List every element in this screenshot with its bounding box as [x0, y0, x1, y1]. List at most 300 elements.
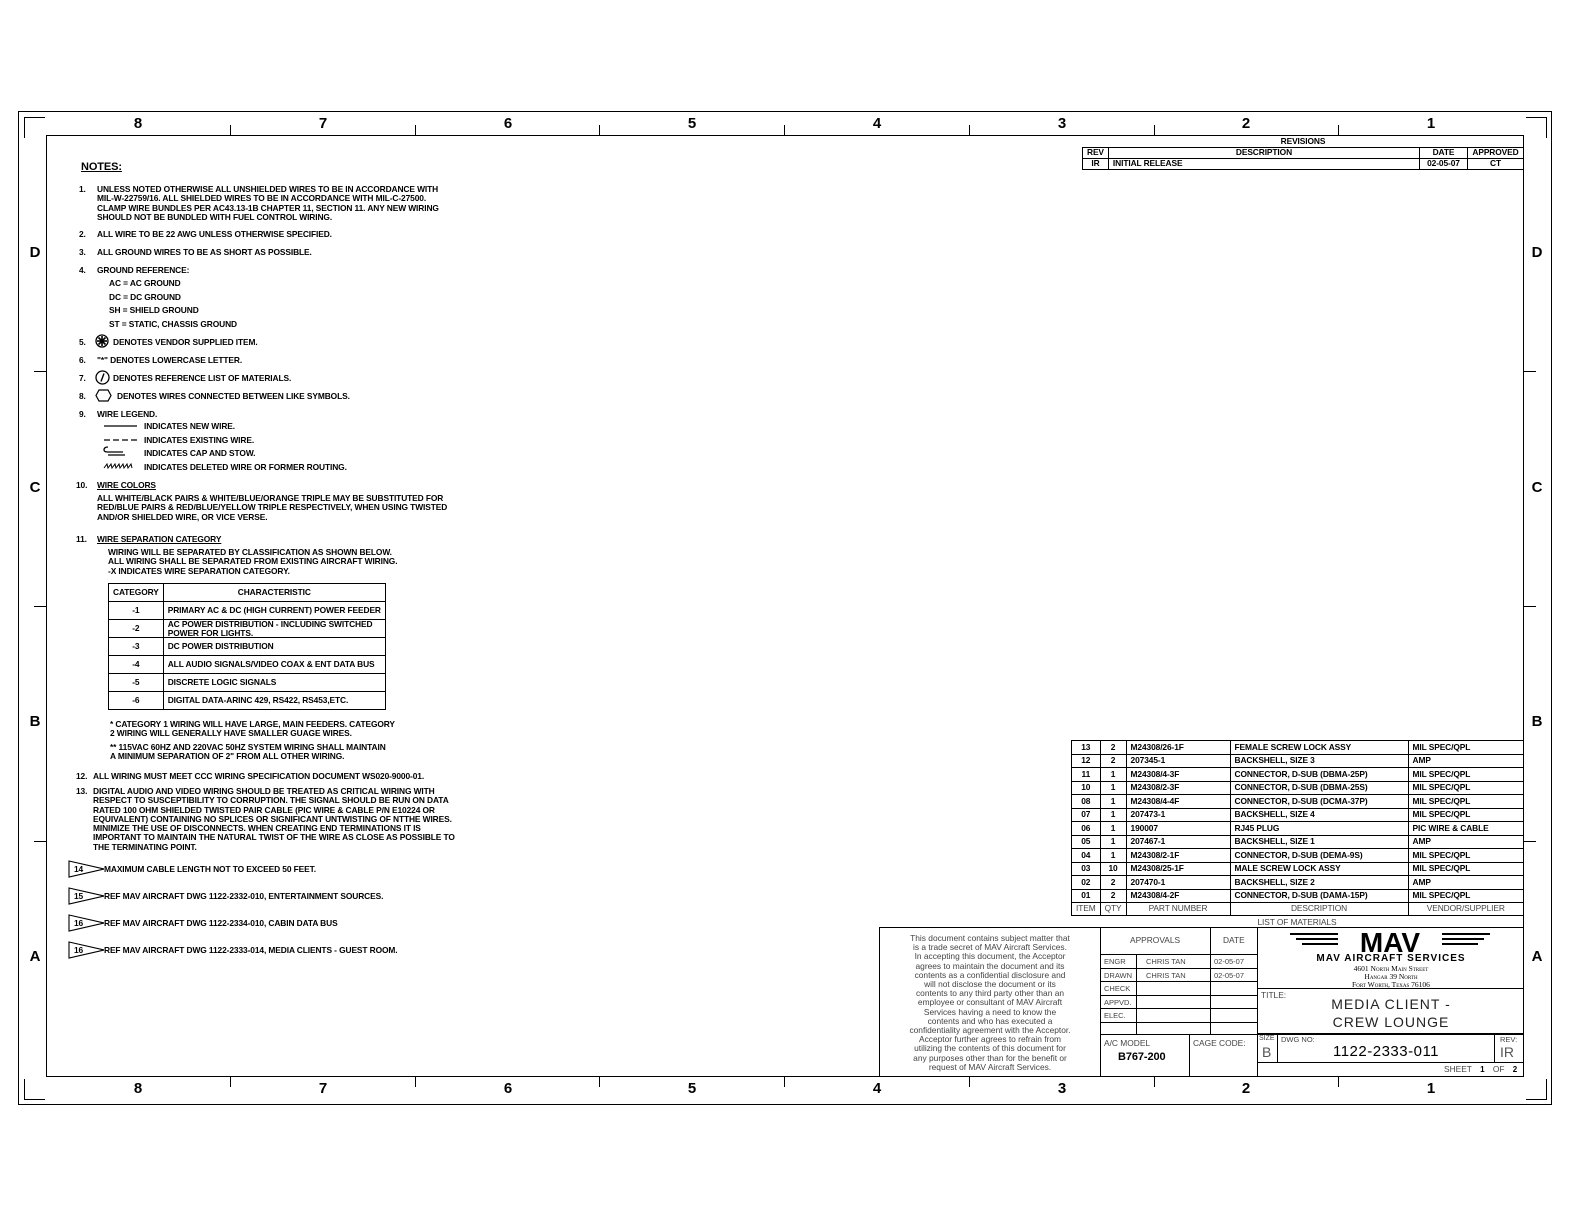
flag-text: MAXIMUM CABLE LENGTH NOT TO EXCEED 50 FEET. [104, 864, 316, 874]
approvals-row-line [1100, 1008, 1258, 1009]
note-line: RATED 100 OHM SHIELDED TWISTED PAIR CABLE (PIC WIRE & CABLE P/N E10224 OR [93, 804, 435, 815]
disclaimer-line: Acceptor further agrees to refrain from [919, 1034, 1061, 1045]
disclaimer-line: employee or consultant of MAV Aircraft [917, 997, 1063, 1008]
bom-row [1072, 889, 1524, 903]
revision-approved: CT [1468, 158, 1524, 169]
flag-number: 15 [74, 891, 84, 901]
bom-vendor: AMP [1408, 835, 1523, 849]
approval-role: DRAWN [1104, 970, 1133, 980]
approval-name: CHRIS TAN [1146, 970, 1186, 980]
connected-wires-symbol [95, 389, 112, 402]
bom-part-number: M24308/4-4F [1126, 795, 1230, 809]
company-address-3: Fort Worth, Texas 76106 [1352, 980, 1430, 989]
ground-reference-item: DC = DC GROUND [109, 291, 181, 302]
zone-column-label: 5 [687, 115, 697, 132]
title-label: TITLE: [1261, 990, 1287, 1000]
footnote [110, 720, 395, 739]
zone-tick [1154, 125, 1155, 135]
bom-row [1072, 795, 1524, 809]
note-line: WIRE LEGEND. [97, 409, 158, 419]
zone-column-label: 1 [1426, 1080, 1436, 1097]
disclaimer-line: contents to any third party other than an [915, 988, 1065, 999]
bom-qty: 1 [1100, 768, 1126, 782]
bom-row [1072, 876, 1524, 890]
category-code: -2 [109, 620, 164, 638]
approval-date: 02-05-07 [1214, 957, 1245, 966]
note-line: ALL WHITE/BLACK PAIRS & WHITE/BLUE/ORANGE TRIPLE MAY BE SUBSTITUTED FOR [97, 493, 444, 503]
note-line: DENOTES REFERENCE LIST OF MATERIALS. [113, 373, 292, 383]
bom-vendor: MIL SPEC/QPL [1408, 741, 1523, 755]
bom-row [1072, 835, 1524, 849]
approvals-role-divider [1136, 954, 1137, 1034]
bom-vendor: MIL SPEC/QPL [1408, 889, 1523, 903]
bom-item: 08 [1072, 795, 1101, 809]
bom-qty: 1 [1100, 795, 1126, 809]
note-line: ALL WIRING SHALL BE SEPARATED FROM EXISTING AIRCRAFT WIRING. [108, 556, 398, 567]
list-of-materials-title: LIST OF MATERIALS [1072, 916, 1524, 929]
wire-legend-text: INDICATES EXISTING WIRE. [144, 435, 255, 445]
note-text [113, 338, 258, 347]
approvals-row-line [1100, 1022, 1258, 1023]
revisions-table [1082, 136, 1524, 170]
bom-qty: 2 [1100, 889, 1126, 903]
approval-role: APPVD. [1104, 997, 1132, 1007]
note-line: RED/BLUE PAIRS & RED/BLUE/YELLOW TRIPLE RESPECTIVELY, WHEN USING TWISTED [97, 502, 448, 513]
note-number: 1. [79, 184, 86, 194]
note-text [113, 374, 291, 383]
note-line: AND/OR SHIELDED WIRE, OR VICE VERSE. [97, 511, 268, 522]
bom-description: RJ45 PLUG [1230, 822, 1408, 836]
qty-header: QTY [1100, 903, 1126, 916]
bom-qty: 10 [1100, 862, 1126, 876]
note-text [97, 410, 157, 419]
bom-description: CONNECTOR, D-SUB (DAMA-15P) [1230, 889, 1408, 903]
bom-row [1072, 862, 1524, 876]
note-number: 10. [76, 480, 88, 490]
approvals-divider [1100, 954, 1258, 955]
note-line: PRIMARY AC & DC (HIGH CURRENT) POWER FEEDER [167, 605, 381, 616]
zone-column-label: 7 [318, 1080, 328, 1097]
bom-item: 13 [1072, 741, 1101, 755]
disclaimer-line: will not disclose the document or its [924, 979, 1056, 990]
note-text [97, 356, 242, 365]
bom-part-number: 207473-1 [1126, 808, 1230, 822]
reference-list-symbol [95, 370, 110, 385]
zone-tick [599, 125, 600, 135]
zone-tick [784, 125, 785, 135]
note-line: ALL AUDIO SIGNALS/VIDEO COAX & ENT DATA BUS [167, 659, 375, 670]
of-label: OF [1492, 1064, 1505, 1074]
corner-mark [24, 1079, 45, 1100]
revision-row [1083, 158, 1524, 169]
zone-row-label: C [1531, 479, 1543, 496]
zone-row-label: D [29, 244, 41, 261]
bom-vendor: MIL SPEC/QPL [1408, 808, 1523, 822]
wire-legend-text: INDICATES NEW WIRE. [144, 421, 235, 431]
bom-description: BACKSHELL, SIZE 1 [1230, 835, 1408, 849]
zone-row-label: B [1531, 713, 1543, 730]
rev-header: REV [1083, 147, 1109, 158]
disclaimer-line: agrees to maintain the document and its [915, 960, 1065, 971]
flag-number: 16 [74, 918, 84, 928]
category-row [109, 674, 386, 692]
bom-item: 11 [1072, 768, 1101, 782]
category-code: -3 [109, 638, 164, 656]
corner-mark [24, 117, 45, 138]
sheet-total: 2 [1512, 1065, 1518, 1074]
note-line: DENOTES WIRES CONNECTED BETWEEN LIKE SYMBOLS. [117, 391, 350, 401]
zone-column-label: 8 [133, 1080, 143, 1097]
dwg-no-value: 1122-2333-011 [1332, 1043, 1440, 1060]
note-line: WIRE COLORS [97, 480, 156, 490]
bom-vendor: MIL SPEC/QPL [1408, 849, 1523, 863]
bom-item: 04 [1072, 849, 1101, 863]
note-number: 7. [79, 373, 86, 383]
sheet-value: 1 [1480, 1065, 1485, 1074]
bom-part-number: 207345-1 [1126, 754, 1230, 768]
zone-column-label: 8 [133, 115, 143, 132]
date-header: DATE [1420, 147, 1468, 158]
characteristic-header: CHARACTERISTIC [163, 584, 385, 602]
bom-part-number: M24308/4-3F [1126, 768, 1230, 782]
part-number-header: PART NUMBER [1126, 903, 1230, 916]
category-row [109, 602, 386, 620]
zone-tick [1154, 1077, 1155, 1087]
wire-colors-text [97, 494, 447, 522]
note-text [93, 787, 455, 852]
drawing-title-line-2: CREW LOUNGE [1332, 1014, 1450, 1030]
bom-item: 06 [1072, 822, 1101, 836]
bom-row [1072, 768, 1524, 782]
approvals-row-line [1100, 968, 1258, 969]
note-line: IMPORTANT TO MAINTAIN THE NATURAL TWIST OF THE WIRE AS CLOSE AS POSSIBLE TO [93, 832, 455, 843]
dwg-no-label: DWG NO: [1281, 1035, 1315, 1044]
logo-lettering: MAV [1359, 929, 1421, 955]
note-number: 3. [79, 247, 86, 257]
category-code: -1 [109, 602, 164, 620]
disclaimer-line: This document contains subject matter that [910, 933, 1070, 943]
approval-role: ENGR [1104, 957, 1126, 966]
zone-tick [1524, 841, 1536, 842]
note-line: A MINIMUM SEPARATION OF 2" FROM ALL OTHER WIRING. [110, 751, 345, 762]
flag-text: REF MAV AIRCRAFT DWG 1122-2334-010, CABIN DATA BUS [104, 918, 338, 928]
bom-vendor: MIL SPEC/QPL [1408, 862, 1523, 876]
note-number: 12. [76, 771, 88, 781]
corner-mark [1526, 117, 1547, 138]
bom-description: BACKSHELL, SIZE 4 [1230, 808, 1408, 822]
zone-tick [1338, 125, 1339, 135]
bom-item: 05 [1072, 835, 1101, 849]
vendor-header: VENDOR/SUPPLIER [1408, 903, 1523, 916]
zone-tick [1338, 1077, 1339, 1087]
bom-vendor: MIL SPEC/QPL [1408, 781, 1523, 795]
note-text [93, 772, 424, 781]
zone-column-label: 3 [1057, 115, 1067, 132]
zone-column-label: 6 [503, 115, 513, 132]
sheet-number [1444, 1064, 1517, 1074]
note-line: AC POWER DISTRIBUTION - INCLUDING SWITCHED [167, 619, 373, 629]
bom-description: CONNECTOR, D-SUB (DCMA-37P) [1230, 795, 1408, 809]
bom-qty: 1 [1100, 808, 1126, 822]
bom-qty: 1 [1100, 822, 1126, 836]
wire-category-table [108, 583, 386, 710]
note-number: 8. [79, 391, 86, 401]
note-number: 13. [76, 786, 88, 796]
zone-tick [34, 371, 46, 372]
disclaimer-line: request of MAV Aircraft Services. [928, 1061, 1052, 1072]
bom-item: 07 [1072, 808, 1101, 822]
wire-legend-text: INDICATES CAP AND STOW. [144, 448, 256, 458]
company-address-2: Hangar 39 North [1364, 972, 1418, 981]
note-line: MINIMIZE THE USE OF DISCONNECTS. WHEN CREATING END TERMINATIONS IT IS [93, 823, 421, 834]
note-text [97, 535, 221, 544]
flag-number: 16 [74, 945, 84, 955]
note-line: EQUIVALENT) CONTAINING NO SPLICES OR SIGNIFICANT UNTWISTING OF NTTHE WIRES. [93, 813, 452, 824]
bom-vendor: PIC WIRE & CABLE [1408, 822, 1523, 836]
bom-part-number: 207467-1 [1126, 835, 1230, 849]
bom-description: BACKSHELL, SIZE 3 [1230, 754, 1408, 768]
approved-header: APPROVED [1468, 147, 1524, 158]
disclaimer-line: confidentiality agreement with the Acceptor. [909, 1025, 1071, 1036]
note-number: 2. [79, 229, 86, 239]
wire-legend-symbols [103, 420, 141, 472]
flag-text: REF MAV AIRCRAFT DWG 1122-2332-010, ENTERTAINMENT SOURCES. [104, 891, 384, 901]
bom-part-number: M24308/26-1F [1126, 741, 1230, 755]
flag-number: 14 [74, 864, 84, 874]
revision-date: 02-05-07 [1420, 158, 1468, 169]
disclaimer-line: Services having a need to know the [923, 1006, 1057, 1017]
note-line: ALL WIRING MUST MEET CCC WIRING SPECIFICATION DOCUMENT WS020-9000-01. [93, 771, 425, 781]
zone-row-label: D [1531, 244, 1543, 261]
notes-heading: NOTES: [81, 161, 122, 173]
disclaimer-line: contents and who has executed a [927, 1015, 1053, 1026]
ground-reference-item: ST = STATIC, CHASSIS GROUND [109, 318, 237, 329]
disclaimer-line: any purposes other than for the benefit or [913, 1052, 1067, 1063]
zone-column-label: 4 [872, 1080, 882, 1097]
approval-name: CHRIS TAN [1146, 957, 1186, 966]
note-text [117, 392, 350, 401]
bom-description: BACKSHELL, SIZE 2 [1230, 876, 1408, 890]
approvals-row-line [1100, 981, 1258, 982]
note-line: * CATEGORY 1 WIRING WILL HAVE LARGE, MAIN FEEDERS. CATEGORY [110, 719, 395, 729]
bom-item: 01 [1072, 889, 1101, 903]
category-code: -4 [109, 656, 164, 674]
note-number: 11. [76, 534, 87, 544]
category-row [109, 656, 386, 674]
bom-row [1072, 741, 1524, 755]
note-line: ALL GROUND WIRES TO BE AS SHORT AS POSSIBLE. [97, 247, 312, 257]
zone-tick [1524, 606, 1536, 607]
zone-column-label: 3 [1057, 1080, 1067, 1097]
revision-description: INITIAL RELEASE [1108, 158, 1419, 169]
zone-tick [230, 1077, 231, 1087]
bom-item: 02 [1072, 876, 1101, 890]
list-of-materials-table [1071, 740, 1524, 929]
approvals-title: APPROVALS [1130, 935, 1181, 945]
zone-row-label: A [29, 948, 41, 965]
separation-text [108, 548, 397, 576]
category-characteristic [163, 692, 385, 710]
category-characteristic [163, 656, 385, 674]
note-number: 5. [79, 337, 86, 347]
zone-column-label: 1 [1426, 115, 1436, 132]
note-number: 9. [79, 409, 86, 419]
bom-qty: 1 [1100, 835, 1126, 849]
ac-model-label: A/C MODEL [1104, 1038, 1151, 1048]
rev-value: IR [1500, 1044, 1514, 1060]
note-line: WIRE SEPARATION CATEGORY [97, 534, 222, 544]
note-line: UNLESS NOTED OTHERWISE ALL UNSHIELDED WIRES TO BE IN ACCORDANCE WITH [97, 184, 439, 194]
company-name: MAV AIRCRAFT SERVICES [1316, 953, 1466, 964]
bom-description: CONNECTOR, D-SUB (DEMA-9S) [1230, 849, 1408, 863]
zone-tick [784, 1077, 785, 1087]
category-characteristic [163, 620, 385, 638]
note-line: DISCRETE LOGIC SIGNALS [167, 677, 277, 688]
bom-item: 03 [1072, 862, 1101, 876]
bom-row [1072, 754, 1524, 768]
mav-logo-graphic [1290, 929, 1490, 955]
zone-column-label: 4 [872, 115, 882, 132]
zone-row-label: B [29, 713, 41, 730]
description-header: DESCRIPTION [1108, 147, 1419, 158]
zone-tick [34, 841, 46, 842]
zone-row-label: C [29, 479, 41, 496]
note-line: ** 115VAC 60HZ AND 220VAC 50HZ SYSTEM WIRING SHALL MAINTAIN [110, 742, 386, 752]
bom-part-number: M24308/4-2F [1126, 889, 1230, 903]
category-row [109, 620, 386, 638]
note-text [97, 266, 189, 275]
bom-part-number: M24308/25-1F [1126, 862, 1230, 876]
category-header: CATEGORY [109, 584, 164, 602]
description-header: DESCRIPTION [1230, 903, 1408, 916]
approval-role: CHECK [1104, 984, 1131, 993]
mav-logo [1290, 929, 1490, 955]
footnote [110, 743, 386, 762]
cage-code-label: CAGE CODE: [1193, 1038, 1246, 1048]
approval-role: ELEC. [1104, 1011, 1126, 1020]
bom-qty: 1 [1100, 849, 1126, 863]
disclaimer-line: In accepting this document, the Acceptor [914, 951, 1066, 962]
note-text [97, 481, 156, 490]
note-number: 4. [79, 265, 86, 275]
revisions-title: REVISIONS [1083, 136, 1524, 147]
note-text [97, 248, 312, 257]
bom-vendor: AMP [1408, 754, 1523, 768]
zone-tick [34, 606, 46, 607]
bom-part-number: M24308/2-1F [1126, 849, 1230, 863]
bom-qty: 1 [1100, 781, 1126, 795]
ac-model-value: B767-200 [1118, 1051, 1166, 1063]
zone-column-label: 2 [1241, 115, 1251, 132]
note-line: DIGITAL DATA-ARINC 429, RS422, RS453,ETC. [167, 695, 349, 706]
rev-label: REV: [1500, 1035, 1518, 1044]
note-line: THE TERMINATING POINT. [93, 841, 197, 852]
category-code: -6 [109, 692, 164, 710]
category-characteristic [163, 674, 385, 692]
zone-tick [969, 1077, 970, 1087]
bom-part-number: 207470-1 [1126, 876, 1230, 890]
zone-column-label: 6 [503, 1080, 513, 1097]
item-header: ITEM [1072, 903, 1101, 916]
drawing-title-line-1: MEDIA CLIENT - [1331, 996, 1451, 1012]
bom-vendor: AMP [1408, 876, 1523, 890]
zone-tick [230, 125, 231, 135]
bom-qty: 2 [1100, 754, 1126, 768]
zone-tick [1524, 371, 1536, 372]
note-text [97, 230, 332, 239]
bom-vendor: MIL SPEC/QPL [1408, 768, 1523, 782]
note-line: -X INDICATES WIRE SEPARATION CATEGORY. [108, 565, 290, 576]
bom-item: 12 [1072, 754, 1101, 768]
category-row [109, 638, 386, 656]
bom-row [1072, 808, 1524, 822]
corner-mark [1526, 1079, 1547, 1100]
zone-tick [969, 125, 970, 135]
note-line: WIRING WILL BE SEPARATED BY CLASSIFICATION AS SHOWN BELOW. [108, 547, 392, 557]
note-line: MIL-W-22759/16. ALL SHIELDED WIRES TO BE IN ACCORDANCE WITH MIL-C-27500. [97, 193, 427, 204]
note-number: 6. [79, 355, 86, 365]
note-line: GROUND REFERENCE: [97, 265, 190, 275]
flag-text: REF MAV AIRCRAFT DWG 1122-2333-014, MEDIA CLIENTS - GUEST ROOM. [104, 945, 398, 955]
wire-legend-text: INDICATES DELETED WIRE OR FORMER ROUTING. [144, 462, 347, 472]
zone-row-label: A [1531, 948, 1543, 965]
bom-qty: 2 [1100, 876, 1126, 890]
size-value: B [1262, 1044, 1272, 1060]
bom-row [1072, 781, 1524, 795]
note-line: 2 WIRING WILL GENERALLY HAVE SMALLER GUAGE WIRES. [110, 728, 352, 739]
zone-column-label: 2 [1241, 1080, 1251, 1097]
note-line: "*" DENOTES LOWERCASE LETTER. [97, 355, 243, 365]
vendor-item-symbol [95, 334, 109, 348]
note-line: DC POWER DISTRIBUTION [167, 641, 274, 652]
note-line: RESPECT TO SUSCEPTIBILITY TO CORRUPTION. THE SIGNAL SHOULD BE RUN ON DATA [93, 795, 449, 806]
bom-description: MALE SCREW LOCK ASSY [1230, 862, 1408, 876]
bom-description: CONNECTOR, D-SUB (DBMA-25S) [1230, 781, 1408, 795]
note-line: DIGITAL AUDIO AND VIDEO WIRING SHOULD BE TREATED AS CRITICAL WIRING WITH [93, 786, 435, 796]
note-line: SHOULD NOT BE BUNDLED WITH FUEL CONTROL WIRING. [97, 211, 333, 222]
zone-tick [415, 1077, 416, 1087]
category-row [109, 692, 386, 710]
proprietary-notice [883, 934, 1097, 1072]
approval-date: 02-05-07 [1214, 970, 1245, 980]
zone-tick [415, 125, 416, 135]
bom-description: CONNECTOR, D-SUB (DBMA-25P) [1230, 768, 1408, 782]
bom-row [1072, 849, 1524, 863]
category-characteristic [163, 602, 385, 620]
note-line: DENOTES VENDOR SUPPLIED ITEM. [113, 337, 258, 347]
zone-column-label: 5 [687, 1080, 697, 1097]
bom-row [1072, 822, 1524, 836]
bom-vendor: MIL SPEC/QPL [1408, 795, 1523, 809]
approvals-date-title: DATE [1223, 935, 1245, 945]
bom-part-number: 190007 [1126, 822, 1230, 836]
note-line: POWER FOR LIGHTS. [167, 627, 254, 638]
bom-description: FEMALE SCREW LOCK ASSY [1230, 741, 1408, 755]
note-line: ALL WIRE TO BE 22 AWG UNLESS OTHERWISE SPECIFIED. [97, 229, 332, 239]
note-text [97, 185, 439, 222]
revision-rev: IR [1083, 158, 1109, 169]
zone-tick [599, 1077, 600, 1087]
bom-qty: 2 [1100, 741, 1126, 755]
disclaimer-line: contents as a confidential disclosure and [914, 969, 1066, 980]
disclaimer-line: is a trade secret of MAV Aircraft Services. [913, 942, 1067, 953]
zone-column-label: 7 [318, 115, 328, 132]
sheet-label: SHEET [1444, 1064, 1472, 1074]
bom-part-number: M24308/2-3F [1126, 781, 1230, 795]
disclaimer-line: utilizing the contents of this document for [914, 1043, 1066, 1054]
bom-item: 10 [1072, 781, 1101, 795]
ground-reference-item: SH = SHIELD GROUND [109, 305, 199, 315]
